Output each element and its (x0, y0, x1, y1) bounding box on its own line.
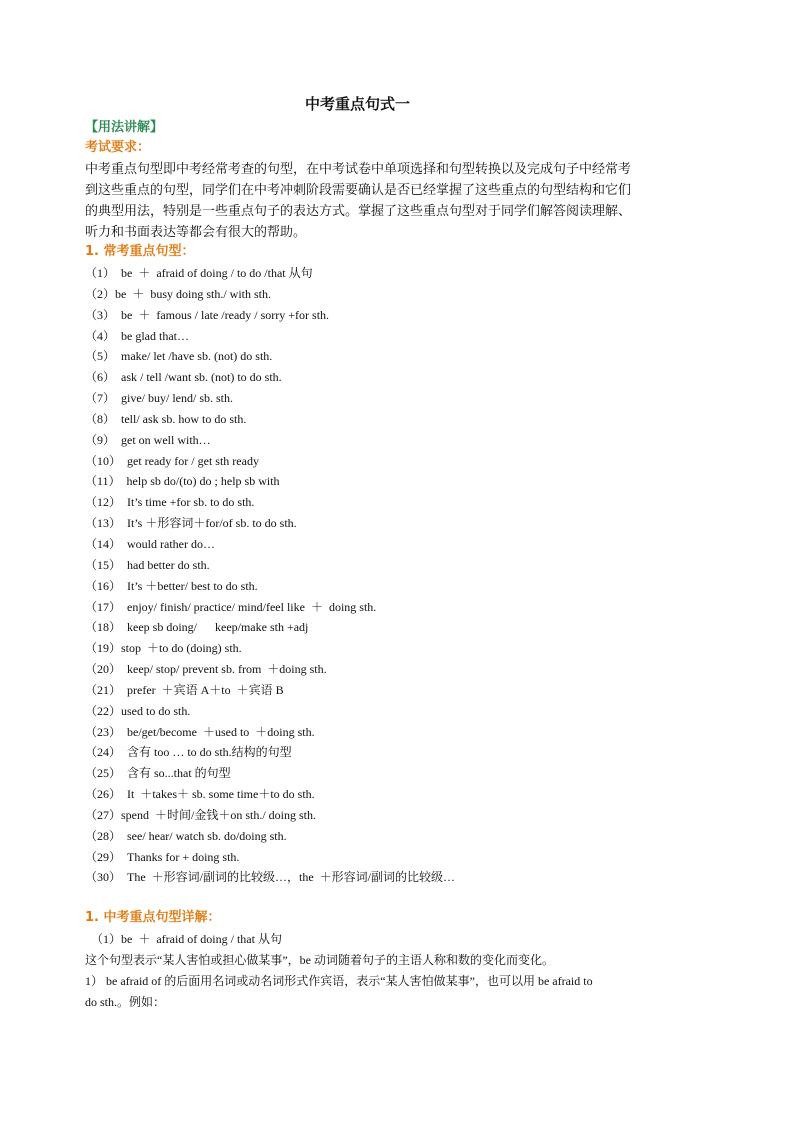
pattern-item: （24） 含有 too … to do sth.结构的句型 (85, 745, 292, 760)
pattern-item: （23） be/get/become ＋used to ＋doing sth. (85, 724, 315, 739)
pattern-item: （7） give/ buy/ lend/ sb. sth. (85, 391, 233, 406)
pattern-item: （15） had better do sth. (85, 557, 210, 572)
pattern-item: （25） 含有 so...that 的句型 (85, 766, 231, 781)
pattern-item: （12） It’s time +for sb. to do sth. (85, 495, 255, 510)
detail-line: （1）be ＋ afraid of doing / that 从句 (85, 932, 282, 946)
pattern-item: （4） be glad that… (85, 328, 189, 343)
pattern-item: （13） It’s ＋形容词＋for/of sb. to do sth. (85, 516, 297, 531)
pattern-item: （8） tell/ ask sb. how to do sth. (85, 411, 247, 426)
detail-line: 这个句型表示“某人害怕或担心做某事”，be 动词随着句子的主语人称和数的变化而变化。 (85, 953, 554, 967)
usage-explanation-tag: 【用法讲解】 (85, 120, 164, 135)
intro-line: 到这些重点的句型，同学们在中考冲刺阶段需要确认是否已经掌握了这些重点的句型结构和它们 (85, 183, 632, 198)
pattern-item: （10） get ready for / get sth ready (85, 453, 259, 468)
pattern-item: （19）stop ＋to do (doing) sth. (85, 641, 242, 656)
pattern-item: （21） prefer ＋宾语 A＋to ＋宾语 B (85, 682, 284, 697)
pattern-item: （1） be ＋ afraid of doing / to do /that 从句 (85, 266, 313, 280)
pattern-list (85, 263, 455, 888)
pattern-item: （20） keep/ stop/ prevent sb. from ＋doing sth. (85, 662, 327, 677)
pattern-item: （3） be ＋ famous / late /ready / sorry +for sth. (85, 307, 330, 322)
pattern-item: （2）be ＋ busy doing sth./ with sth. (85, 286, 272, 301)
pattern-item: （16） It’s ＋better/ best to do sth. (85, 578, 258, 593)
pattern-item: （27）spend ＋时间/金钱＋on sth./ doing sth. (85, 807, 317, 822)
pattern-detail-body (85, 929, 685, 1013)
pattern-item: （18） keep sb doing/ keep/make sth +adj (85, 620, 309, 635)
pattern-item: （26） It ＋takes＋ sb. some time＋to do sth. (85, 787, 315, 802)
pattern-item: （5） make/ let /have sb. (not) do sth. (85, 349, 273, 364)
pattern-item: （29） Thanks for + doing sth. (85, 849, 240, 864)
pattern-item: （30） The ＋形容词/副词的比较级…，the ＋形容词/副词的比较级… (85, 870, 455, 885)
pattern-item: （6） ask / tell /want sb. (not) to do sth. (85, 370, 282, 385)
exam-requirement-heading: 考试要求： (85, 140, 151, 155)
pattern-item: （28） see/ hear/ watch sb. do/doing sth. (85, 828, 287, 843)
pattern-item: （9） get on well with… (85, 432, 211, 447)
intro-paragraph (85, 159, 685, 243)
pattern-item: （14） would rather do… (85, 536, 215, 551)
pattern-item: （22）used to do sth. (85, 703, 191, 718)
intro-line: 中考重点句型即中考经常考查的句型，在中考试卷中单项选择和句型转换以及完成句子中经常考 (85, 162, 632, 177)
detail-line: 1） be afraid of 的后面用名词或动名词形式作宾语，表示“某人害怕做某事”，也可以用 be afraid to (85, 974, 593, 988)
pattern-item: （17） enjoy/ finish/ practice/ mind/feel like ＋ doing sth. (85, 599, 377, 614)
intro-line: 听力和书面表达等都会有很大的帮助。 (85, 225, 307, 240)
intro-line: 的典型用法，特别是一些重点句子的表达方式。掌握了这些重点句型对于同学们解答阅读理解、 (85, 204, 632, 219)
detail-line: do sth.。例如： (85, 995, 166, 1009)
pattern-item: （11） help sb do/(to) do ; help sb with (85, 474, 280, 489)
page-title: 中考重点句式一 (304, 95, 410, 113)
pattern-details-heading: 1. 中考重点句型详解： (85, 910, 221, 925)
common-patterns-heading: 1. 常考重点句型： (85, 244, 195, 259)
